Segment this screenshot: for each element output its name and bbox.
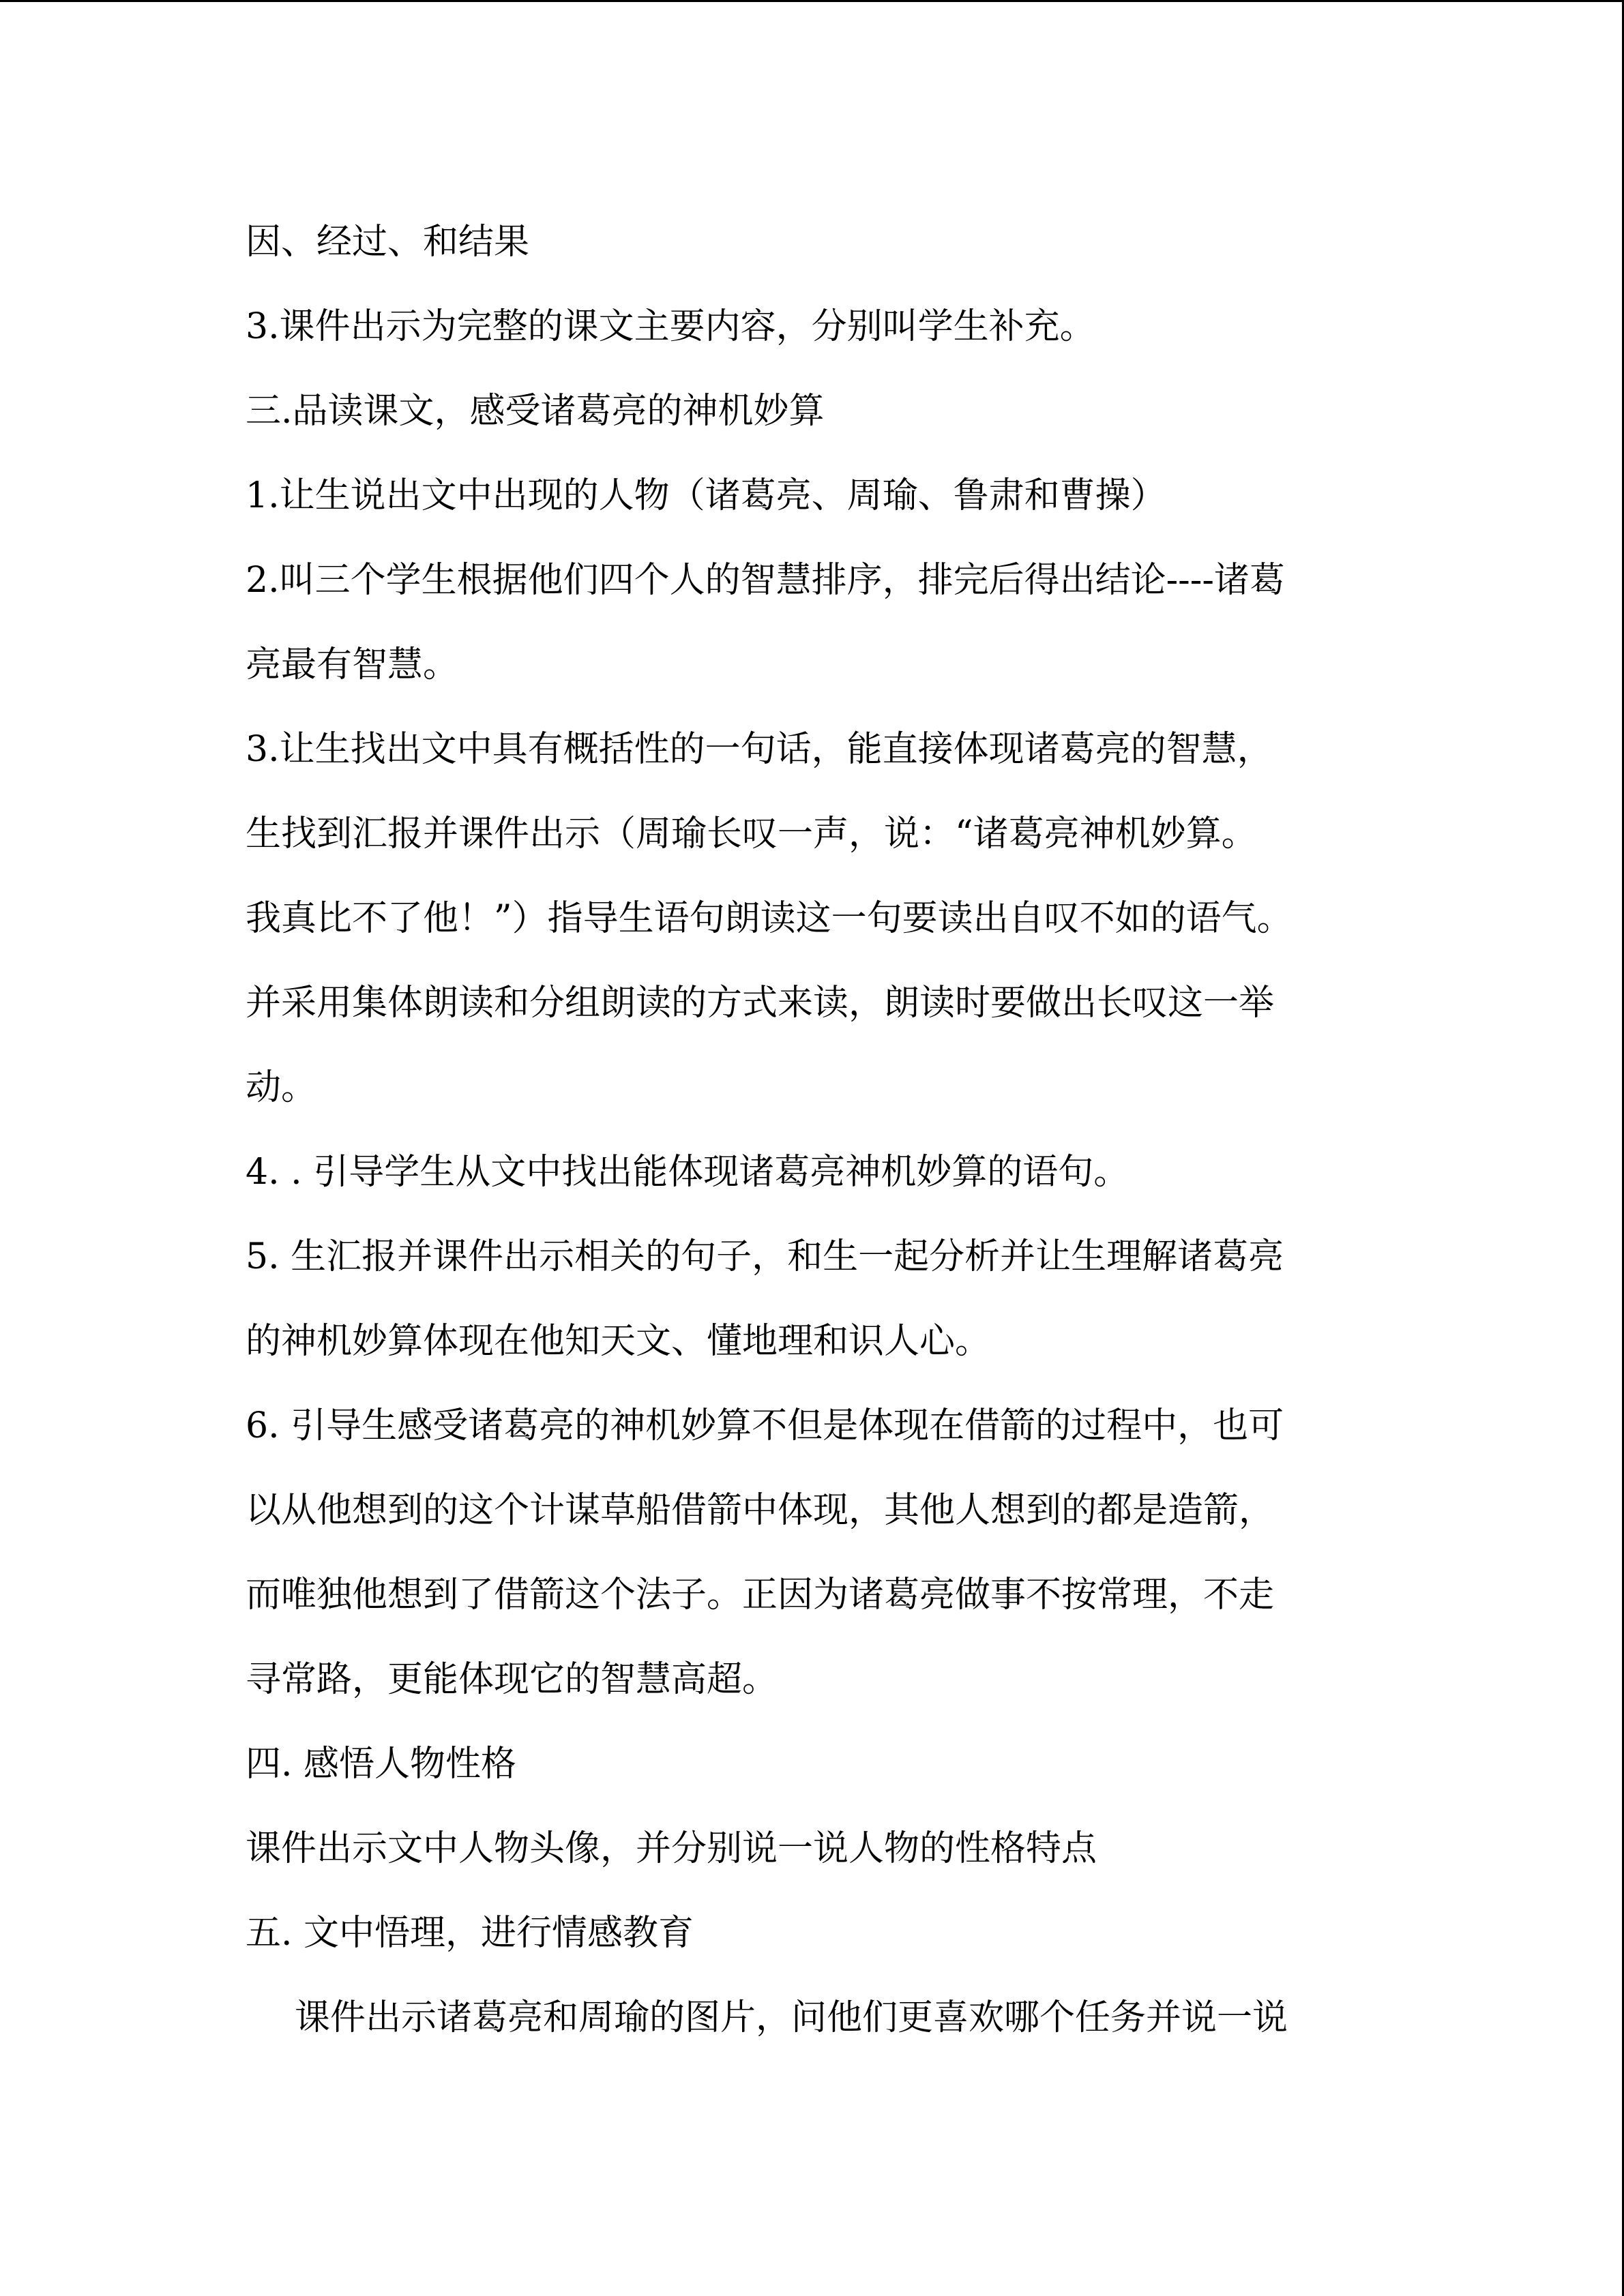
text-line-5: 2.叫三个学生根据他们四个人的智慧排序，排完后得出结论----诸葛 [246,560,1285,601]
text-line-9: 我真比不了他！”）指导生语句朗读这一句要读出自叹不如的语气。 [246,898,1293,939]
text-line-20: 课件出示文中人物头像，并分别说一说人物的性格特点 [246,1828,1097,1869]
text-line-16: 以从他想到的这个计谋草船借箭中体现，其他人想到的都是造箭， [246,1490,1275,1531]
text-line-10: 并采用集体朗读和分组朗读的方式来读，朗读时要做出长叹这一举 [246,983,1275,1024]
section-heading-3: 三.品读课文，感受诸葛亮的神机妙算 [246,391,825,432]
section-heading-5: 五. 文中悟理，进行情感教育 [246,1913,694,1954]
text-line-17: 而唯独他想到了借箭这个法子。正因为诸葛亮做事不按常理，不走 [246,1575,1275,1615]
section-heading-4: 四. 感悟人物性格 [246,1744,517,1785]
text-line-12: 4. . 引导学生从文中找出能体现诸葛亮神机妙算的语句。 [246,1152,1130,1193]
text-line-15: 6. 引导生感受诸葛亮的神机妙算不但是体现在借箭的过程中，也可 [246,1405,1284,1446]
text-line-11: 动。 [246,1067,317,1108]
text-line-13: 5. 生汇报并课件出示相关的句子，和生一起分析并让生理解诸葛亮 [246,1236,1284,1277]
text-line-8: 生找到汇报并课件出示（周瑜长叹一声，说：“诸葛亮神机妙算。 [246,814,1257,854]
text-line-14: 的神机妙算体现在他知天文、懂地理和识人心。 [246,1321,991,1362]
text-line-7: 3.让生找出文中具有概括性的一句话，能直接体现诸葛亮的智慧， [246,729,1273,770]
document-body [246,200,1371,2060]
text-line-22: 课件出示诸葛亮和周瑜的图片，问他们更喜欢哪个任务并说一说 [295,1997,1288,2038]
text-line-18: 寻常路，更能体现它的智慧高超。 [246,1659,778,1700]
text-line-6: 亮最有智慧。 [246,644,459,685]
text-line-1: 因、经过、和结果 [246,222,530,263]
text-line-4: 1.让生说出文中出现的人物（诸葛亮、周瑜、鲁肃和曹操） [246,475,1166,516]
text-line-2: 3.课件出示为完整的课文主要内容，分别叫学生补充。 [246,306,1095,347]
